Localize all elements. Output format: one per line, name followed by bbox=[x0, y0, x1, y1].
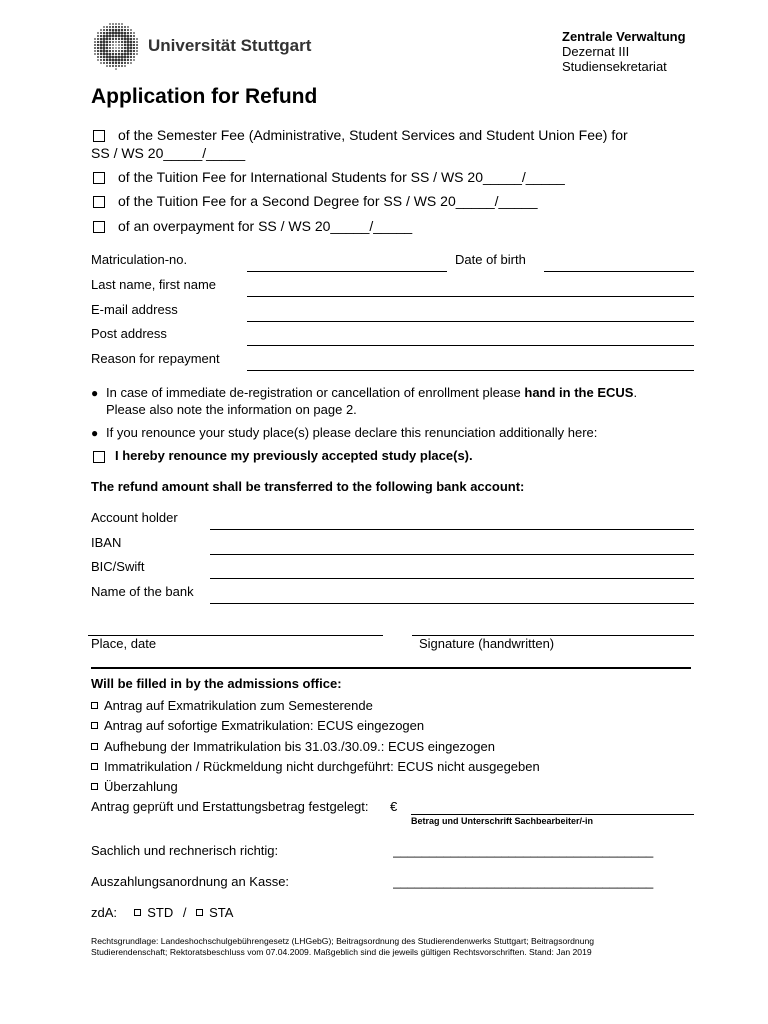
place-date-label: Place, date bbox=[91, 636, 157, 651]
office-item-overpayment bbox=[91, 779, 178, 794]
reason-field[interactable] bbox=[247, 370, 694, 371]
second-degree-checkbox[interactable] bbox=[93, 196, 105, 208]
post-address-field[interactable] bbox=[247, 345, 694, 346]
section-divider bbox=[91, 667, 691, 669]
name-field[interactable] bbox=[247, 296, 694, 297]
bank-name-label: Name of the bank bbox=[91, 584, 194, 599]
intl-tuition-label: of the Tuition Fee for International Students for SS / WS 20_____/_____ bbox=[118, 169, 565, 185]
account-holder-label: Account holder bbox=[91, 510, 178, 525]
correct-field[interactable]: ____________________________________ bbox=[393, 843, 654, 858]
office-item-text: Überzahlung bbox=[104, 779, 178, 794]
signature-label: Signature (handwritten) bbox=[419, 636, 555, 651]
matriculation-label: Matriculation-no. bbox=[91, 252, 188, 267]
office-dept: Dezernat III bbox=[562, 44, 630, 59]
post-address-label: Post address bbox=[91, 326, 167, 341]
payment-field[interactable]: ____________________________________ bbox=[393, 874, 654, 889]
footer-legal-line1: Rechtsgrundlage: Landeshochschulgebührengesetz (LHGebG); Beitragsordnung des Studierendenwerks Stuttgart; Beitragsordnung bbox=[91, 936, 595, 946]
office-item-exmatriculation-immediate bbox=[91, 718, 424, 733]
university-name: Universität Stuttgart bbox=[148, 36, 312, 55]
sta-checkbox[interactable] bbox=[196, 909, 203, 916]
amount-caption: Betrag und Unterschrift Sachbearbeiter/-in bbox=[411, 816, 594, 826]
bic-label: BIC/Swift bbox=[91, 559, 145, 574]
bank-name-field[interactable] bbox=[210, 603, 694, 604]
email-label: E-mail address bbox=[91, 302, 178, 317]
euro-symbol: € bbox=[390, 799, 398, 814]
bullet-icon: ● bbox=[91, 426, 99, 440]
office-item-text: Antrag auf Exmatrikulation zum Semesterende bbox=[104, 698, 373, 713]
note-deregistration-end: . bbox=[633, 385, 638, 400]
overpayment-label: of an overpayment for SS / WS 20_____/_____ bbox=[118, 218, 413, 234]
renounce-label: I hereby renounce my previously accepted study place(s). bbox=[115, 448, 473, 463]
matriculation-field[interactable] bbox=[247, 271, 447, 272]
university-logo-icon bbox=[90, 22, 142, 70]
email-field[interactable] bbox=[247, 321, 694, 322]
office-item-not-enrolled bbox=[91, 759, 540, 774]
zda-separator: / bbox=[182, 905, 187, 920]
semester-fee-term: SS / WS 20_____/_____ bbox=[91, 145, 246, 161]
semester-fee-checkbox[interactable] bbox=[93, 130, 105, 142]
footer-legal-line2: Studierendenschaft; Rektoratsbeschluss vom 07.04.2009. Maßgeblich sind die jeweils gültigen Rechtsvorschriften. Stand: Jan 2019 bbox=[91, 947, 592, 957]
office-heading: Will be filled in by the admissions office: bbox=[91, 676, 342, 691]
office-item-text: Aufhebung der Immatrikulation bis 31.03./30.09.: ECUS eingezogen bbox=[104, 739, 495, 754]
note-deregistration-text: In case of immediate de-registration or cancellation of enrollment please bbox=[106, 385, 525, 400]
bullet-icon: ● bbox=[91, 386, 99, 400]
amount-field[interactable] bbox=[411, 814, 694, 815]
note-deregistration bbox=[106, 385, 637, 400]
dob-field[interactable] bbox=[544, 271, 694, 272]
office-item-text: Immatrikulation / Rückmeldung nicht durchgeführt: ECUS nicht ausgegeben bbox=[104, 759, 540, 774]
iban-field[interactable] bbox=[210, 554, 694, 555]
office-item-cancellation bbox=[91, 739, 495, 754]
bank-heading: The refund amount shall be transferred to the following bank account: bbox=[91, 479, 525, 494]
zda-label: zdA: bbox=[91, 905, 118, 920]
note-page2: Please also note the information on page 2. bbox=[106, 402, 357, 417]
name-label: Last name, first name bbox=[91, 277, 216, 292]
office-item-text: Antrag auf sofortige Exmatrikulation: ECUS eingezogen bbox=[104, 718, 425, 733]
office-item-checkbox[interactable] bbox=[91, 702, 98, 709]
note-renounce: If you renounce your study place(s) please declare this renunciation additionally here: bbox=[106, 425, 598, 440]
reason-label: Reason for repayment bbox=[91, 351, 220, 366]
overpayment-checkbox[interactable] bbox=[93, 221, 105, 233]
semester-fee-label: of the Semester Fee (Administrative, Student Services and Student Union Fee) for bbox=[118, 127, 628, 143]
std-checkbox[interactable] bbox=[134, 909, 141, 916]
second-degree-label: of the Tuition Fee for a Second Degree for SS / WS 20_____/_____ bbox=[118, 193, 538, 209]
note-ecus-bold: hand in the ECUS bbox=[524, 385, 634, 400]
page-title: Application for Refund bbox=[91, 85, 318, 108]
office-item-checkbox[interactable] bbox=[91, 743, 98, 750]
dob-label: Date of birth bbox=[455, 252, 526, 267]
std-label: STD bbox=[147, 905, 174, 920]
office-item-checkbox[interactable] bbox=[91, 763, 98, 770]
account-holder-field[interactable] bbox=[210, 529, 694, 530]
bic-field[interactable] bbox=[210, 578, 694, 579]
intl-tuition-checkbox[interactable] bbox=[93, 172, 105, 184]
office-item-checkbox[interactable] bbox=[91, 783, 98, 790]
checked-label: Antrag geprüft und Erstattungsbetrag festgelegt: bbox=[91, 799, 369, 814]
office-item-checkbox[interactable] bbox=[91, 722, 98, 729]
iban-label: IBAN bbox=[91, 535, 122, 550]
zda-row bbox=[91, 905, 233, 920]
renounce-checkbox[interactable] bbox=[93, 451, 105, 463]
sta-label: STA bbox=[209, 905, 234, 920]
office-title: Zentrale Verwaltung bbox=[562, 29, 686, 44]
correct-label: Sachlich und rechnerisch richtig: bbox=[91, 843, 279, 858]
office-unit: Studiensekretariat bbox=[562, 59, 667, 74]
office-item-exmatriculation-end bbox=[91, 698, 373, 713]
payment-label: Auszahlungsanordnung an Kasse: bbox=[91, 874, 290, 889]
